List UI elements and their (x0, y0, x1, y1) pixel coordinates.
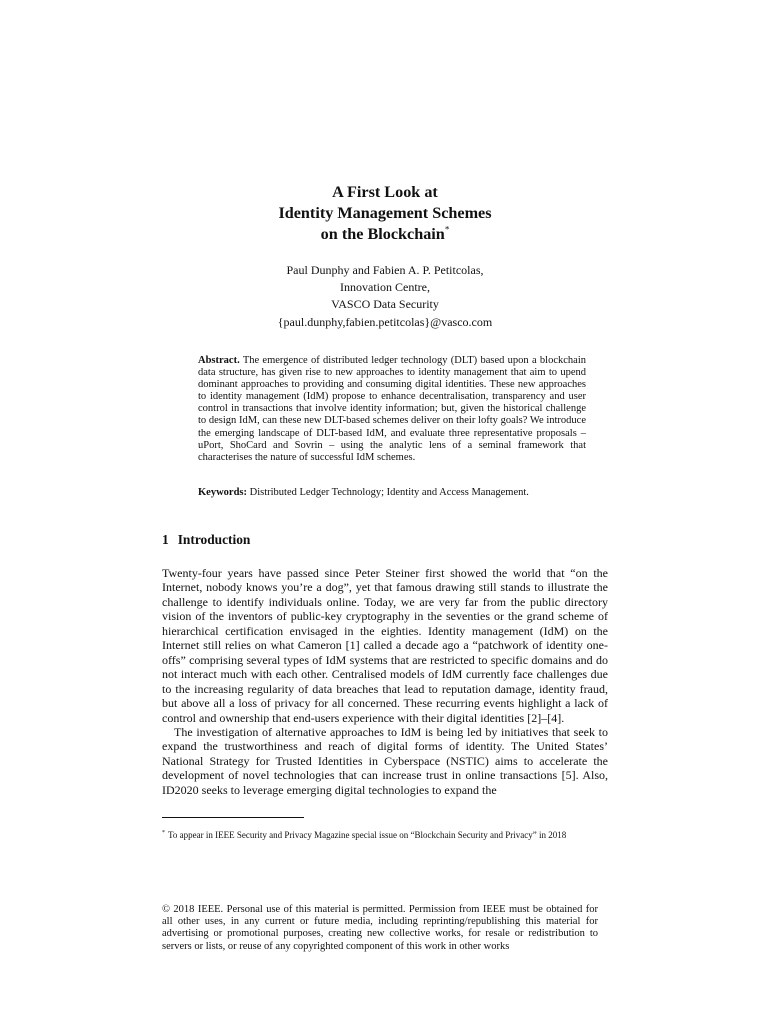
abstract-label: Abstract. (198, 355, 240, 366)
keywords-label: Keywords: (198, 487, 247, 498)
author-names: Paul Dunphy and Fabien A. P. Petitcolas, (286, 263, 484, 277)
footnote (162, 830, 622, 841)
author-organization: VASCO Data Security (331, 297, 439, 312)
paper-title (162, 182, 608, 245)
title-footnote-marker: * (444, 224, 450, 235)
author-block (162, 262, 608, 331)
section-heading (162, 532, 250, 548)
author-email: {paul.dunphy,fabien.petitcolas}@vasco.com (277, 314, 493, 329)
abstract (198, 355, 586, 464)
title-line-3-text: on the Blockchain (320, 225, 445, 243)
abstract-text: The emergence of distributed ledger technology (DLT) based upon a blockchain data structure, has given rise to new approaches to identity management that aim to upend dominant approaches to providing and consuming digital identities. These new approaches to identity management (IdM) propose to enhance decentralisation, transparency and user control in transactions that involve identity information; but, given the historical challenge to design IdM, can these new DLT-based schemes deliver on their lofty goals? We introduce the emerging landscape of DLT-based IdM, and evaluate three representative proposals – uPort, ShoCard and Sovrin – using the analytic lens of a seminal framework that characterises the nature of successful IdM schemes. (198, 355, 586, 463)
author-department: Innovation Centre, (340, 280, 430, 295)
keywords-text: Distributed Ledger Technology; Identity and Access Management. (249, 487, 529, 498)
footnote-marker: * (162, 830, 165, 836)
title-line-3 (162, 224, 608, 245)
body-text (162, 566, 608, 797)
section-title: Introduction (177, 532, 251, 547)
title-line-2: Identity Management Schemes (278, 204, 492, 222)
copyright-notice: © 2018 IEEE. Personal use of this material is permitted. Permission from IEEE must be obtained for all other uses, in any current or future media, including reprinting/republishing this material for advertising or promotional purposes, creating new collective works, for resale or redistribution to servers or lists, or reuse of any copyrighted component of this work in other works (162, 904, 598, 952)
footnote-text: To appear in IEEE Security and Privacy Magazine special issue on “Blockchain Security and Privacy” in 2018 (168, 830, 567, 840)
footnote-divider (162, 817, 304, 818)
section-number: 1 (162, 532, 169, 547)
body-paragraph-2: The investigation of alternative approaches to IdM is being led by initiatives that seek to expand the trustworthiness and reach of digital forms of identity. The United States’ National Strategy for Trusted Identities in Cyberspace (NSTIC) aims to accelerate the development of novel technologies that can increase trust in online transactions [5]. Also, ID2020 seeks to leverage emerging digital technologies to expand the (162, 724, 608, 797)
keywords (198, 487, 586, 499)
body-paragraph-1: Twenty-four years have passed since Peter Steiner first showed the world that “on the Internet, nobody knows you’re a dog”, yet that famous drawing still stands to illustrate the challenge to identify individuals online. Today, we are very far from the public directory vision of the inventors of public-key cryptography in the seventies or the grand scheme of hierarchical certification envisaged in the eighties. Identity management (IdM) on the Internet still relies on what Cameron [1] called a decade ago a “patchwork of identity one-offs” comprising several types of IdM systems that are restricted to specific domains and do not interact much with each other. Centralised models of IdM currently face challenges due to the increasing regularity of data breaches that lead to reputation damage, identity fraud, but above all a loss of privacy for all concerned. These recurring events highlight a lack of control and ownership that end-users experience with their digital identities [2]–[4]. (162, 566, 608, 725)
title-line-1: A First Look at (332, 183, 438, 201)
